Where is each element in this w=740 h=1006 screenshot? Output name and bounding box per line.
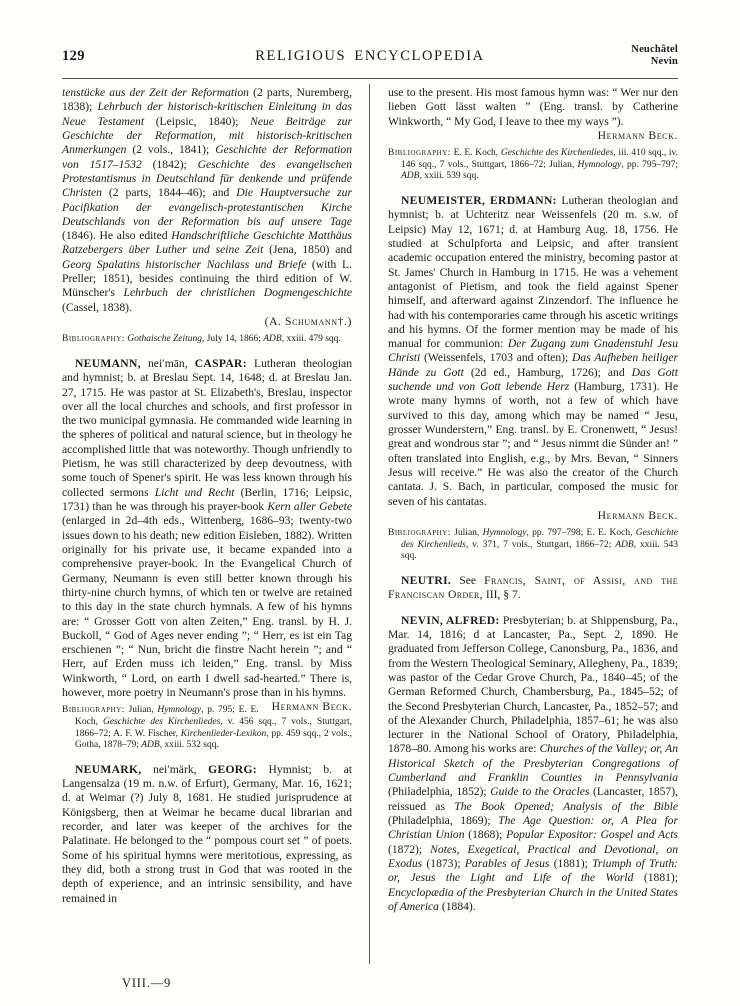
entry-signature: (A. Schumann†.) bbox=[264, 315, 352, 328]
text-run: (Philadelphia, 1852); bbox=[388, 785, 491, 799]
text-run: (Berlin, 1716; Leipsic, 1731) than he was through his prayer-book bbox=[62, 485, 352, 514]
title-italic: Georg Spalatins historischer Nachlass und Briefe bbox=[62, 257, 307, 271]
cross-reference-link[interactable]: Francis, Saint, of Assisi, and the Franciscan Order, bbox=[388, 574, 678, 602]
text-run: , v. 456 sqq., 7 vols., Stuttgart, 1866–72; A. F. W. Fischer, bbox=[75, 717, 353, 739]
title-italic: Notes, Exegetical, Practical and Devotional, on Exodus bbox=[388, 842, 678, 870]
title-italic: Hymnology bbox=[577, 159, 622, 170]
text-run: , pp. 795–797; bbox=[621, 159, 679, 170]
text-run: , iii. 410 sqq., iv. 146 sqq., 7 vols., Stuttgart, 1866–72; Julian, bbox=[401, 148, 679, 170]
entry-headword: NEUTRI. bbox=[401, 574, 452, 587]
guide-word-top: Neuchâtel bbox=[631, 44, 678, 55]
text-run: Lutheran theologian and hymnist; b. at Uchteritz near Weissenfels (20 m. s.w. of Leipsic) May 12, 1671; d. at Hamburg Aug. 18, 1756. He studied at Schulpforta and Leipsic, and after transient academic occupation entered the ministry, becoming pastor at St. James' Church in Hamburg in 1715. He was a vehement antagonist of Pietism, and took the field against Spener himself, and afterward against Zinzendorf. The influence he had with his contemporaries came through his ascetic writings and his hymns. Of the former mention may be made of his manual for communion: bbox=[388, 194, 678, 351]
text-run: , xxiii. 543 sqq. bbox=[401, 539, 679, 562]
entry-pronunciation: nei′mān, bbox=[140, 356, 195, 370]
text-run: Julian, bbox=[124, 705, 158, 716]
text-run: (2 vols., 1841); bbox=[126, 143, 216, 157]
guide-words bbox=[631, 44, 678, 69]
title-italic: Parables of Jesus bbox=[464, 856, 550, 870]
text-run: (enlarged in 2d–4th eds., Wittenberg, 1686–93; twenty-two issues down to his death; new edition Eisleben, 1882). Written originally for his private use, it became expanded into a comprehensive prayer-book. In the Evangelical Church of Germany, Neumann is even still better known through his thirty-nine church hymns, of which ten or twelve are retained to this day in the state church hymnals. A few of his hymns are: “ Grosser Gott von alten Zeiten,” Eng. transl. by H. J. Buckoll, “ God of Ages never ending ”; “ Herr, es ist ein Tag erschienen ”; “ Nun, bricht die finstre Nacht herein ”; and “ Herr, auf Erden muss ich leiden,” Eng. transl. by Miss Winkworth, “ Lord, on earth I dwell sad-hearted.” There is, however, more poetry in Neumann's prose than in his hymns. bbox=[62, 514, 352, 700]
text-run: (1873); bbox=[422, 856, 465, 870]
text-run: (1846). He also edited bbox=[62, 229, 172, 243]
title-italic: Triumph of Truth: or, Jesus the Light and Life of the World bbox=[388, 856, 678, 885]
page-folio-number: 129 bbox=[62, 48, 85, 64]
bibliography-block bbox=[62, 334, 352, 346]
text-run: (Philadelphia, 1869); bbox=[388, 814, 499, 827]
title-italic: Popular Expositor: Gospel and Acts bbox=[506, 828, 678, 842]
text-run: (with L. Preller; 1851), besides continuing the third edition of W. Münscher's bbox=[62, 257, 352, 300]
title-italic: ADB bbox=[141, 740, 160, 751]
right-column bbox=[388, 86, 678, 914]
text-run: (2 parts, 1844–46); and bbox=[101, 186, 237, 200]
title-italic: Neue Beiträge zur Geschichte der Reformation, mit historisch-kritischen Anmerkungen bbox=[62, 114, 352, 157]
title-italic: Lehrbuch der historisch-kritischen Einleitung in das Neue Testament bbox=[62, 100, 352, 128]
text-run: E. E. Koch, bbox=[450, 148, 501, 159]
text-run: (Jena, 1850) and bbox=[263, 243, 352, 257]
cross-reference-section: III, § 7. bbox=[482, 588, 521, 602]
title-italic: Geschichte des Kirchenlieds bbox=[401, 528, 678, 550]
title-italic: Die Hauptversuche zur Pacifikation der evangelisch-protestantischen Kirche Deutschlands von der Reformation bis auf unsere Tage bbox=[62, 186, 352, 228]
text-run: (Weissenfels, 1703 and often); bbox=[420, 351, 573, 365]
text-run: (Leipsic, 1840); bbox=[144, 114, 251, 128]
text-run: (1881); bbox=[633, 871, 678, 885]
entry-signature: Hermann Beck. bbox=[271, 700, 352, 714]
entry-headword: NEUMARK, bbox=[75, 762, 142, 776]
text-run: , xxiii. 532 sqq. bbox=[159, 740, 219, 751]
title-italic: The Age Question: or, A Plea for Christian Union bbox=[388, 814, 678, 842]
guide-word-bottom: Nevin bbox=[650, 56, 678, 68]
text-run: , p. 795; E. E. Koch, bbox=[75, 705, 259, 727]
text-run: Hymnist; b. at Langensalza (19 m. n.w. of Erfurt), Germany, Mar. 16, 1621; d. at Weimar (?) July 8, 1681. He studied jurisprudence at Königsberg, then at Weimar he became ducal librarian and recorder, and later was keeper of the archives for the Palatinate. He belonged to the “ pompous court set ” of poets. Some of his spiritual hymns were meritotious, expressing, as they did, both a strong trust in God that was rooted in the depth of experience, and an intrinsic sensibility, and have remained in bbox=[62, 762, 352, 905]
text-run: , pp. 459 sqq., 2 vols., Gotha, 1878–79; bbox=[75, 728, 352, 751]
text-run: , pp. 797–798; E. E. Koch, bbox=[526, 528, 636, 539]
cross-reference-lead: See bbox=[451, 574, 485, 587]
text-run: (1872); bbox=[388, 842, 431, 856]
running-head bbox=[62, 44, 678, 74]
title-italic: Licht und Recht bbox=[154, 485, 235, 499]
text-run: (Cassel, 1838). bbox=[62, 300, 132, 314]
title-italic: Geschichte des Kirchenliedes bbox=[500, 148, 614, 159]
text-run: (2 parts, Nuremberg, 1838); bbox=[62, 86, 352, 114]
bibliography-label: Bibliography: bbox=[388, 148, 451, 159]
running-head-title: RELIGIOUS ENCYCLOPEDIA bbox=[255, 48, 485, 64]
title-italic: ADB bbox=[401, 171, 420, 182]
title-italic: Hymnology bbox=[482, 528, 527, 539]
entry-body bbox=[388, 614, 678, 913]
quire-signature: VIII.—9 bbox=[122, 976, 171, 990]
text-run: (2d ed., Hamburg, 1726); and bbox=[463, 365, 632, 379]
entry-body bbox=[62, 763, 352, 905]
title-italic: Geschichte des Kirchenliedes bbox=[102, 717, 221, 727]
entry-pronunciation: nei′märk, bbox=[141, 762, 209, 776]
entry-nevin bbox=[388, 614, 678, 915]
text-run: (1842); bbox=[141, 157, 198, 171]
title-italic: Lehrbuch der christlichen Dogmengeschichte bbox=[123, 286, 352, 300]
text-run: use to the present. His most famous hymn was: “ Wer nur den lieben Gott lässt walten ” (Eng. transl. by Catherine Winkworth, “ My God, I leave to thee my ways ”). bbox=[388, 86, 678, 128]
column-divider-rule bbox=[369, 84, 370, 964]
bibliography-label: Bibliography: bbox=[62, 334, 125, 345]
header-divider-rule bbox=[62, 78, 678, 79]
text-run: (1881); bbox=[549, 856, 593, 870]
entry-neumark bbox=[62, 763, 352, 906]
text-run: (1884). bbox=[438, 899, 476, 913]
title-italic: Das Gott suchende und von Gott lebende Herz bbox=[388, 365, 678, 394]
entry-signature: Hermann Beck. bbox=[597, 508, 678, 522]
title-italic: Guide to the Oracles bbox=[490, 785, 590, 799]
title-italic: Geschichte der Reformation von 1517–1532 bbox=[62, 143, 352, 171]
text-run: (Lancaster, 1857), reissued as bbox=[388, 785, 678, 813]
title-italic: tenstücke aus der Zeit der Reformation bbox=[62, 86, 249, 99]
title-italic: Encyclopædia of the Presbyterian Church in the United States of America bbox=[388, 885, 678, 913]
entry-headword: NEUMEISTER, ERDMANN: bbox=[401, 194, 557, 208]
title-italic: Hymnology bbox=[157, 705, 202, 716]
text-run: (1868); bbox=[464, 828, 507, 842]
entry-signature: Hermann Beck. bbox=[597, 128, 678, 142]
entry-headword-given-name: GEORG: bbox=[208, 762, 257, 776]
continued-entry-text bbox=[388, 86, 678, 129]
entry-neutri bbox=[388, 574, 678, 603]
title-italic: Kirchenlieder-Lexikon bbox=[180, 728, 267, 739]
title-italic: Geschichte des evangelischen Protestantismus in Deutschland für denkende und prüfende Christen bbox=[62, 157, 352, 200]
entry-headword: NEUMANN, bbox=[75, 356, 141, 370]
bibliography-label: Bibliography: bbox=[62, 705, 125, 716]
bibliography-block bbox=[388, 528, 678, 563]
title-italic: Das Aufheben heiliger Hände zu Gott bbox=[388, 351, 678, 379]
entry-neumeister bbox=[388, 194, 678, 509]
entry-body bbox=[62, 357, 352, 699]
text-run: , July 14, 1866; bbox=[201, 334, 264, 345]
text-run: (Hamburg, 1731). He wrote many hymns of worth, not a few of which have survived to this day, among which may be named “ Jesu, grosser Wunderstern,” Eng. transl. by E. Cronenwett, “ Jesus! great and wondrous star ”; and “ Jesus nimmt die Sünder an! ” often translated into English, e.g., by Mrs. Bevan, “ Sinners Jesus will receive.” He was also the creator of the Church cantata. J. S. Bach, in particular, composed the music for seven of his cantatas. bbox=[388, 380, 678, 508]
text-run: , v. 371, 7 vols., Stuttgart, 1866–72; bbox=[465, 539, 616, 550]
title-italic: The Book Opened; Analysis of the Bible bbox=[454, 799, 678, 813]
bibliography-label: Bibliography: bbox=[388, 528, 451, 539]
text-run: Presbyterian; b. at Shippensburg, Pa., Mar. 14, 1816; d at Lancaster, Pa., Sept. 2, 1890. He graduated from Jefferson College, Canonsburg, Pa., 1836, and from the Western Theological Seminary, Allegheny, Pa., 1839; was pastor of the Cedar Grove Church, Pa., 1840–45; of the German Reformed Church, Chambersburg, Pa., 1845–52; of the Second Presbyterian Church, Lancaster, Pa., 1852–57; and of the Alexander Church, Philadelphia, 1857–61; he was also lecturer in the National School of Oratory, Philadelphia, 1878–80. Among his works are: bbox=[388, 613, 678, 756]
entry-headword-given-name: CASPAR: bbox=[194, 356, 247, 370]
text-run: Julian, bbox=[450, 528, 483, 539]
title-italic: ADB bbox=[263, 334, 282, 345]
left-column bbox=[62, 86, 352, 906]
title-italic: ADB bbox=[615, 539, 634, 550]
bibliography-text bbox=[125, 334, 341, 344]
entry-headword: NEVIN, ALFRED: bbox=[401, 613, 500, 627]
text-run: , xxiii. 479 sqq. bbox=[281, 334, 341, 345]
title-italic: Churches of the Valley; or, An Historical Sketch of the Presbyterian Congregations of Cumberland and Franklin Counties in Pennsylvania bbox=[388, 742, 679, 785]
title-italic: Der Zugang zum Gnadenstuhl Jesu Christi bbox=[388, 337, 678, 365]
text-run: Lutheran theologian and hymnist; b. at Breslau Sept. 14, 1648; d. at Breslau Jan. 27, 1715. He was pastor at St. Elizabeth's, Breslau, inspector over all the local churches and schools, and first professor in the two municipal gymnasia. He commanded wide learning in the spheres of political and natural science, but in theology he accomplished little that was noteworthy. Though unfriendly to Pietism, he was still characterized by deep devoutness, with some touch of Spener's spirit. He was less known through his collected sermons bbox=[62, 356, 352, 499]
title-italic: Kern aller Gebete bbox=[267, 500, 352, 514]
title-italic: Handschriftliche Geschichte Matthäus Ratzebergers über Luther und seine Zeit bbox=[62, 229, 352, 257]
bibliography-block bbox=[388, 148, 678, 183]
continued-entry-text bbox=[62, 86, 352, 315]
entry-body bbox=[388, 194, 678, 508]
title-italic: Gothaische Zeitung bbox=[124, 334, 202, 345]
text-run: , xxiii. 539 sqq. bbox=[419, 171, 479, 182]
